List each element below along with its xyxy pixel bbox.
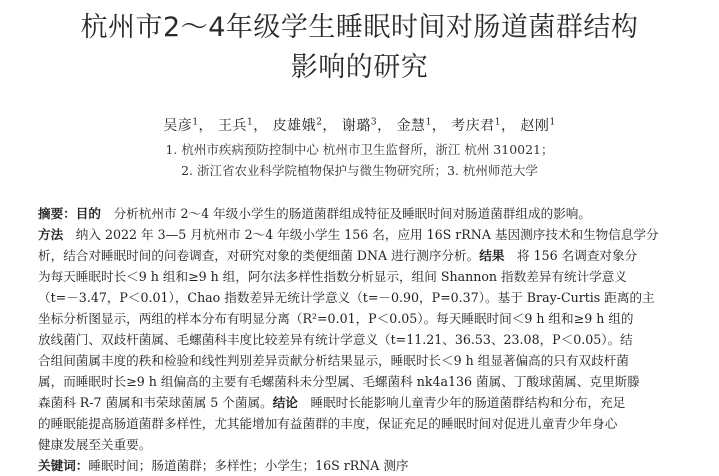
affiliation-line-2: 2. 浙江省农业科学院植物保护与微生物研究所；3. 杭州师范大学 [181, 163, 538, 178]
abstract-line: 的睡眠能提高肠道菌群多样性，尤其能增加有益菌群的丰度，保证充足的睡眠时间对促进儿童青少年身心 [38, 416, 618, 431]
abstract-block [38, 203, 683, 476]
author: 金慧 [396, 118, 426, 134]
author-list: 吴彦$^1$， 王兵$^1$， 皮雄娥$^2$， 谢璐$^3$， 金慧$^1$， 考庆君$^1$， 赵刚$^1$ [163, 117, 556, 134]
conclusion-label: 结论 [272, 395, 298, 410]
author: 谢璐 [341, 118, 371, 134]
abstract-label: 摘要：目的 [38, 206, 101, 221]
abstract-line: 放线菌门、双歧杆菌属、毛螺菌科丰度比较差异有统计学意义（t=11.21、36.53、23.08，P＜0.05）。结 [38, 332, 633, 347]
abstract-text: 析，结合对睡眠时间的问卷调查，对研究对象的类便细菌 DNA 进行测序分析。 [38, 248, 480, 263]
abstract-line: 为每天睡眠时长＜9 h 组和≥9 h 组，阿尔法多样性指数分析显示，组间 Shannon 指数差异有统计学意义 [38, 269, 627, 284]
abstract-line [38, 245, 683, 266]
methods-label: 方法 [38, 227, 64, 242]
paper-title-line-2: 影响的研究 [290, 52, 429, 83]
abstract-line: 健康发展至关重要。 [38, 437, 152, 452]
abstract-line: （t=－3.47，P＜0.01），Chao 指数差异无统计学意义（t=－0.90，P=0.37）。基于 Bray-Curtis 距离的主 [38, 290, 655, 305]
abstract-line: 属，而睡眠时长≥9 h 组偏高的主要有毛螺菌科未分型属、毛螺菌科 nk4a136 菌属、丁酸球菌属、克里斯滕 [38, 374, 640, 389]
author: 皮雄娥 [272, 118, 317, 134]
abstract-text: 将 156 名调查对象分 [517, 248, 638, 263]
abstract-line [38, 203, 683, 224]
author: 吴彦 [163, 118, 193, 134]
results-label: 结果 [479, 248, 505, 263]
affiliation-line-1: 1. 杭州市疾病预防控制中心 杭州市卫生监督所，浙江 杭州 310021； [165, 142, 554, 157]
author-affiliation-mark: 1 [549, 117, 556, 128]
keywords-label: 关键词： [38, 458, 89, 473]
abstract-text: 纳入 2022 年 3—5 月杭州市 2～4 年级小学生 156 名，应用 16S rRNA 基因测序技术和生物信息学分 [75, 227, 659, 242]
abstract-text: 分析杭州市 2～4 年级小学生的肠道菌群组成特征及睡眠时间对肠道菌群组成的影响。 [113, 206, 591, 221]
abstract-text: 森菌科 R-7 菌属和韦荣球菌属 5 个菌属。 [38, 395, 273, 410]
abstract-line: 合组间菌属丰度的秩和检验和线性判别差异贡献分析结果显示，睡眠时长＜9 h 组显著偏高的只有双歧杆菌 [38, 353, 629, 368]
author-affiliation-mark: 1 [247, 117, 254, 128]
abstract-line: 坐标分析图显示，两组的样本分布有明显分离（R²=0.01，P＜0.05）。每天睡眠时间＜9 h 组和≥9 h 组的 [38, 311, 634, 326]
author-affiliation-mark: 1 [494, 117, 501, 128]
author: 王兵 [218, 118, 247, 134]
author-affiliation-mark: 1 [425, 117, 432, 128]
abstract-text: 睡眠时长能影响儿童青少年的肠道菌群结构和分布，充足 [310, 395, 626, 410]
author-affiliation-mark: 1 [192, 117, 199, 128]
keywords-line [38, 455, 683, 476]
keywords-text: 睡眠时间；肠道菌群；多样性；小学生；16S rRNA 测序 [88, 458, 409, 473]
author: 赵刚 [520, 118, 550, 134]
paper-title-line-1: 杭州市2～4年级学生睡眠时间对肠道菌群结构 [80, 12, 639, 43]
author-affiliation-mark: 3 [370, 117, 378, 128]
author: 考庆君 [451, 118, 495, 134]
abstract-line [38, 392, 683, 413]
abstract-line [38, 224, 683, 245]
author-affiliation-mark: 2 [316, 117, 323, 128]
